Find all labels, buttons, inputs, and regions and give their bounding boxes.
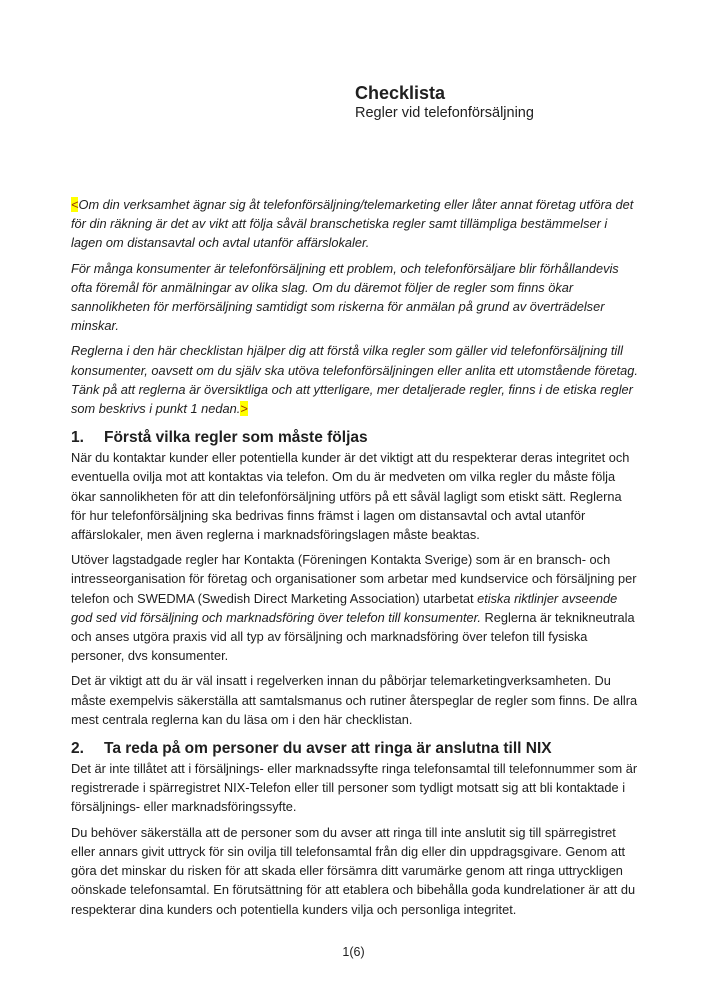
intro-paragraph-3: [71, 341, 638, 418]
section-2-paragraph-2: [71, 823, 638, 919]
section-1-title: Förstå vilka regler som måste följas: [104, 429, 368, 447]
highlight-marker: >: [240, 401, 248, 417]
intro-paragraph-2: [71, 259, 638, 336]
section-1-number: 1.: [71, 429, 84, 447]
highlight-marker: <: [71, 197, 79, 212]
text-segment: Det är viktigt att du är väl insatt i regelverken innan du påbörjar telemarketingverksamheten. Du måste exempelvis säkerställa att samtalsmanus och rutiner återspeglar de regler som finns. De allra mest centrala reglerna kan du läsa om i den här checklistan.: [71, 673, 638, 727]
text-segment: Reglerna är teknikneutrala och anses utgöra praxis vid all typ av försäljning och marknadsföring över telefon till fysiska personer, dvs konsumenter.: [71, 609, 635, 664]
text-segment: etiska riktlinjer avseende god sed vid försäljning och marknadsföring över telefon till konsumenter.: [71, 590, 618, 625]
text-segment: Du behöver säkerställa att de personer som du avser att ringa till inte anslutit sig till spärregistret eller annars givit uttryck för sin ovilja till telefonsamtal från dig eller din uppdragsgivare. Genom att göra det minskar du risken för att skada eller försämra ditt varumärke genom att ringa uttryckligen oönskade telefonsamtal. En förutsättning för att etablera och bibehålla goda kundrelationer är att du respekterar dina kunders och potentiella kunders vilja och personliga integritet.: [71, 824, 636, 917]
section-2-heading: [71, 739, 638, 759]
section-2-number: 2.: [71, 740, 84, 758]
text-segment: När du kontaktar kunder eller potentiella kunder är det viktigt att du respekterar deras integritet och eventuella ovilja mot att kontaktas via telefon. Om du är medveten om vilka regler du måste följa ökar sannolikheten för att din telefonförsäljning utförs på ett såväl lagligt som etiskt sätt. Reglerna för hur telefonförsäljning ska bedrivas finns främst i lagen om distansavtal och avtal utanför affärslokaler, men även reglerna i marknadsföringslagen måste beaktas.: [71, 450, 630, 543]
section-1-paragraph-3: [71, 671, 638, 729]
page-number: 1(6): [342, 945, 365, 959]
text-segment: Utöver lagstadgade regler har Kontakta (Föreningen Kontakta Sverige) som är en bransch- och intresseorganisation för företag och organisationer som arbetar med kundservice och försäljning per telefon och SWEDMA (Swedish Direct Marketing Association) utarbetat: [71, 552, 637, 606]
section-1-paragraph-1: [71, 448, 638, 544]
page-subtitle: Regler vid telefonförsäljning: [355, 105, 534, 121]
title-block: [355, 83, 534, 123]
page-title: Checklista: [355, 83, 446, 103]
section-1-paragraph-2: [71, 550, 638, 665]
text-segment: Reglerna i den här checklistan hjälper dig att förstå vilka regler som gäller vid telefonförsäljning till konsumenter, oavsett om du själv ska utöva telefonförsäljningen eller anlita ett utomstående företag. Tänk på att reglerna är översiktliga och att ytterligare, mer detaljerade regler, finns i de etiska regler som beskrivs i punkt 1 nedan.: [71, 343, 638, 417]
text-segment: Det är inte tillåtet att i försäljnings- eller marknadssyfte ringa telefonsamtal till telefonnummer som är registrerade i spärregistret NIX-Telefon eller till personer som tydligt motsatt sig att bli kontaktade i försäljnings- eller marknadsföringssyfte.: [71, 761, 638, 815]
section-2-title: Ta reda på om personer du avser att ringa är anslutna till NIX: [104, 740, 552, 758]
section-2-paragraph-1: [71, 759, 638, 817]
document-body: [71, 195, 638, 925]
text-segment: Om din verksamhet ägnar sig åt telefonförsäljning/telemarketing eller låter annat företag utföra det för din räkning är det av vikt att följa såväl branschetiska regler samt tillämpliga bestämmelser i lagen om distansavtal och avtal utanför affärslokaler.: [71, 197, 634, 251]
intro-paragraph-1: [71, 195, 638, 253]
text-segment: För många konsumenter är telefonförsäljning ett problem, och telefonförsäljare blir förhållandevis ofta föremål för anmälningar av olika slag. Om du däremot följer de regler som finns ökar sannolikheten för merförsäljning samtidigt som riskerna för anmälan på grund av överträdelser minskar.: [71, 260, 619, 334]
page-footer: [0, 944, 707, 960]
section-1-heading: [71, 428, 638, 448]
